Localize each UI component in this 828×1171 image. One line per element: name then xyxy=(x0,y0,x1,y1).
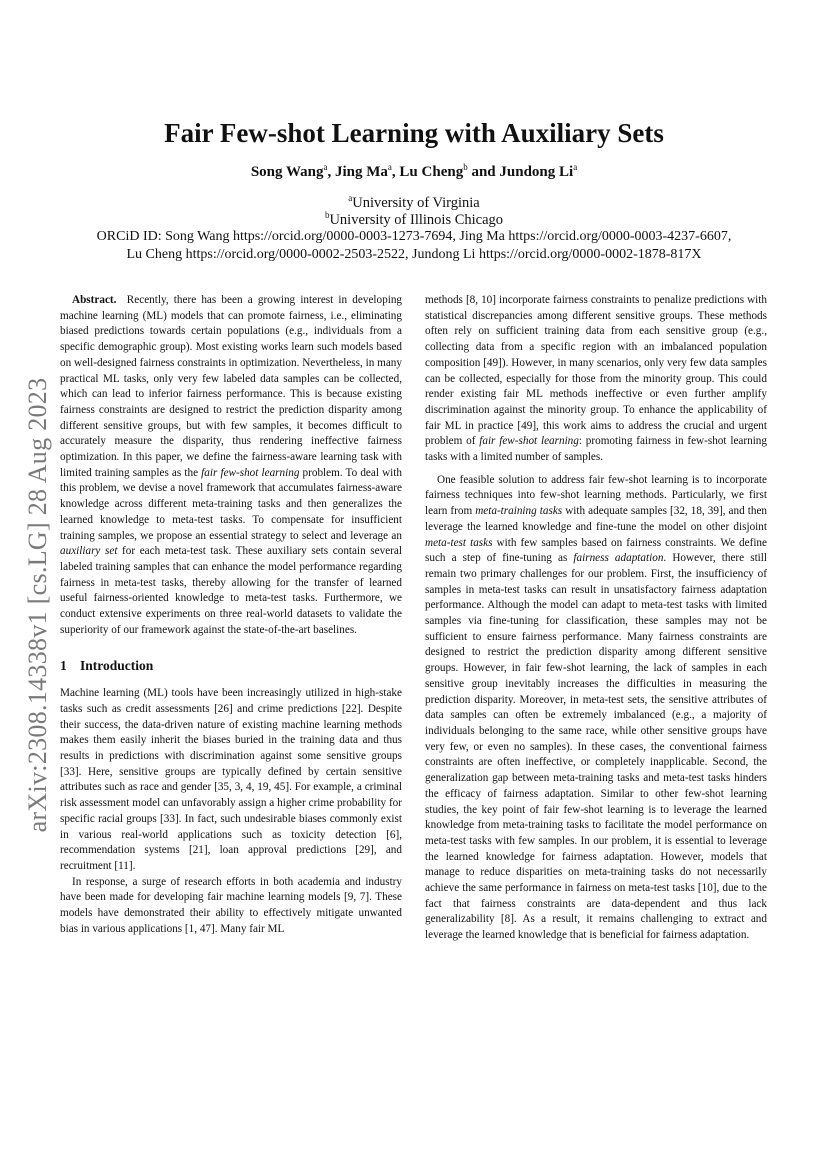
body-text: . However, there still remain two primary challenges for our problem. First, the insufficiency of samples in meta-test tasks can result in unsatisfactory fairness adaptation performance. Although the model can adapt to meta-test tasks with limited samples via fine-tuning for classification, these samples may not be sufficient to ensure fairness performance. Many fairness constraints are designed to restrict the prediction disparity among different sensitive groups. However, in fair few-shot learning, the lack of samples in each sensitive group inevitably increases the difficulties in measuring the prediction disparity. Moreover, in meta-test sets, the sensitive attributes of data samples can often be extremely imbalanced (e.g., a majority of individuals belonging to the same race, while other sensitive groups have very few, or even no samples). In these cases, the conventional fairness constraints are often ineffective, or completely inapplicable. Second, the generalization gap between meta-training tasks and meta-test tasks hinders the efficacy of fairness adaptation. Similar to other few-shot learning studies, the key point of fair few-shot learning is to leverage the learned knowledge from meta-training tasks to facilitate the model performance on meta-test tasks with few samples. In our problem, it is essential to leverage the learned knowledge for fairness adaptation. However, models that manage to reduce disparities on meta-training tasks do not necessarily achieve the same performance in fairness on meta-test tasks [10], due to the fact that fairness constraints are data-dependent and thus lack generalizability [8]. As a result, it remains challenging to extract and leverage the learned knowledge that is beneficial for fairness adaptation. xyxy=(425,552,767,942)
section-number: 1 xyxy=(60,658,67,674)
author-name: Lu Cheng xyxy=(399,164,464,180)
body-text: One feasible solution to address fair few-shot learning is to incorporate fairness techniques into few-shot learning methods. Particularly, we first learn from xyxy=(425,473,767,518)
author-name: Song Wang xyxy=(250,164,324,180)
author-affiliation-mark: a xyxy=(323,162,328,172)
affiliation-a xyxy=(0,193,828,212)
body-text: with adequate samples [32, 18, 39], and then leverage the learned knowledge and fine-tune the model on other disjoint xyxy=(425,505,767,533)
body-emphasis: fairness adaptation xyxy=(573,552,664,565)
intro-paragraph-4 xyxy=(425,473,767,944)
intro-paragraph-3 xyxy=(425,293,767,466)
arxiv-sidebar xyxy=(18,360,58,850)
arxiv-identifier: arXiv:2308.14338v1 [cs.LG] 28 Aug 2023 xyxy=(23,377,52,833)
abstract-label: Abstract. xyxy=(72,294,117,306)
orcid-line-1: ORCiD ID: Song Wang https://orcid.org/0000-0003-1273-7694, Jing Ma https://orcid.org/0000-0003-4237-6607, xyxy=(96,229,732,244)
author-separator: , xyxy=(391,164,400,180)
abstract-emphasis: auxiliary set xyxy=(60,545,118,558)
author-separator: and xyxy=(467,164,500,180)
author-affiliation-mark: b xyxy=(463,162,468,172)
abstract-text: problem. To deal with this problem, we devise a novel framework that accumulates fairness-aware knowledge across different meta-training tasks and then generalizes the learned knowledge to meta-test tasks. To compensate for insufficient training samples, we propose an essential strategy to select and leverage an xyxy=(60,466,402,542)
section-title: Introduction xyxy=(80,658,154,674)
left-column xyxy=(60,293,402,937)
author-list xyxy=(0,162,828,181)
body-emphasis: fair few-shot learning xyxy=(479,435,579,448)
affiliation-text: University of Virginia xyxy=(352,194,480,211)
author-affiliation-mark: a xyxy=(387,162,392,172)
right-column xyxy=(425,293,767,944)
abstract-emphasis: fair few-shot learning xyxy=(201,466,300,479)
affiliation-mark: b xyxy=(324,210,330,220)
body-emphasis: meta-training tasks xyxy=(475,505,563,518)
author-name: Jundong Li xyxy=(499,164,574,180)
section-heading xyxy=(60,658,402,674)
abstract xyxy=(60,293,402,638)
affiliation-text: University of Illinois Chicago xyxy=(329,211,504,228)
affiliation-b xyxy=(0,210,828,229)
body-text: with few samples based on fairness constraints. We define such a step of fine-tuning as xyxy=(425,536,767,565)
orcid-line-2: Lu Cheng https://orcid.org/0000-0002-2503-2522, Jundong Li https://orcid.org/0000-0002-1878-817X xyxy=(126,247,702,262)
intro-paragraph-1: Machine learning (ML) tools have been increasingly utilized in high-stake tasks such as credit assessments [26] and crime predictions [22]. Despite their success, the data-driven nature of existing machine learning methods makes them easily inherit the biases buried in the training data and thus results in predictions with discrimination against some sensitive groups [33]. Here, sensitive groups are typically defined by certain sensitive attributes such as race and gender [35, 3, 4, 19, 45]. For example, a criminal risk assessment model can unfavorably assign a higher crime probability for specific racial groups [33]. In fact, such undesirable biases commonly exist in various real-world applications such as toxicity detection [6], recommendation systems [21], loan approval predictions [29], and recruitment [11]. xyxy=(60,687,402,872)
abstract-text: Recently, there has been a growing interest in developing machine learning (ML) models that can promote fairness, i.e., eliminating biased predictions towards certain populations (e.g., individuals from a specific demographic group). Most existing works learn such models based on well-designed fairness constraints in optimization. Nevertheless, in many practical ML tasks, only very few labeled data samples can be collected, which can lead to inferior fairness performance. This is because existing fairness constraints are designed to restrict the prediction disparity among different sensitive groups, but with few samples, it becomes difficult to accurately measure the disparity, thus rendering ineffective fairness optimization. In this paper, we define the fairness-aware learning task with limited training samples as the xyxy=(60,294,403,479)
author-name: Jing Ma xyxy=(335,164,388,180)
paper-title: Fair Few-shot Learning with Auxiliary Sets xyxy=(164,118,664,148)
author-separator: , xyxy=(327,164,335,180)
affiliation-mark: a xyxy=(348,193,353,203)
body-text: methods [8, 10] incorporate fairness constraints to penalize predictions with statistical discrepancies among different sensitive groups. These methods often rely on sufficient training data from each sensitive group (e.g., collecting data from a specific region with an imbalanced population composition [49]). However, in many scenarios, only very few data samples can be collected, especially for those from the minority group. This could render existing fair ML methods ineffective or even further amplify discrimination against the minority group. To enhance the applicability of fair ML in practice [49], this work aims to address the crucial and urgent problem of xyxy=(425,294,767,448)
body-emphasis: meta-test tasks xyxy=(425,536,493,549)
author-affiliation-mark: a xyxy=(573,162,578,172)
body-text: : promoting fairness in few-shot learning tasks with a limited number of samples. xyxy=(425,435,767,464)
intro-paragraph-2: In response, a surge of research efforts in both academia and industry have been made for developing fair machine learning models [9, 7]. These models have demonstrated their ability to effectively mitigate unwanted bias in various applications [1, 47]. Many fair ML xyxy=(60,875,402,935)
abstract-text: for each meta-test task. These auxiliary sets contain several labeled training samples that can enhance the model performance regarding fairness in meta-test tasks, thereby allowing for the transfer of learned useful fairness-oriented knowledge to meta-test tasks. Furthermore, we conduct extensive experiments on three real-world datasets to validate the superiority of our framework against the state-of-the-art baselines. xyxy=(60,545,402,636)
